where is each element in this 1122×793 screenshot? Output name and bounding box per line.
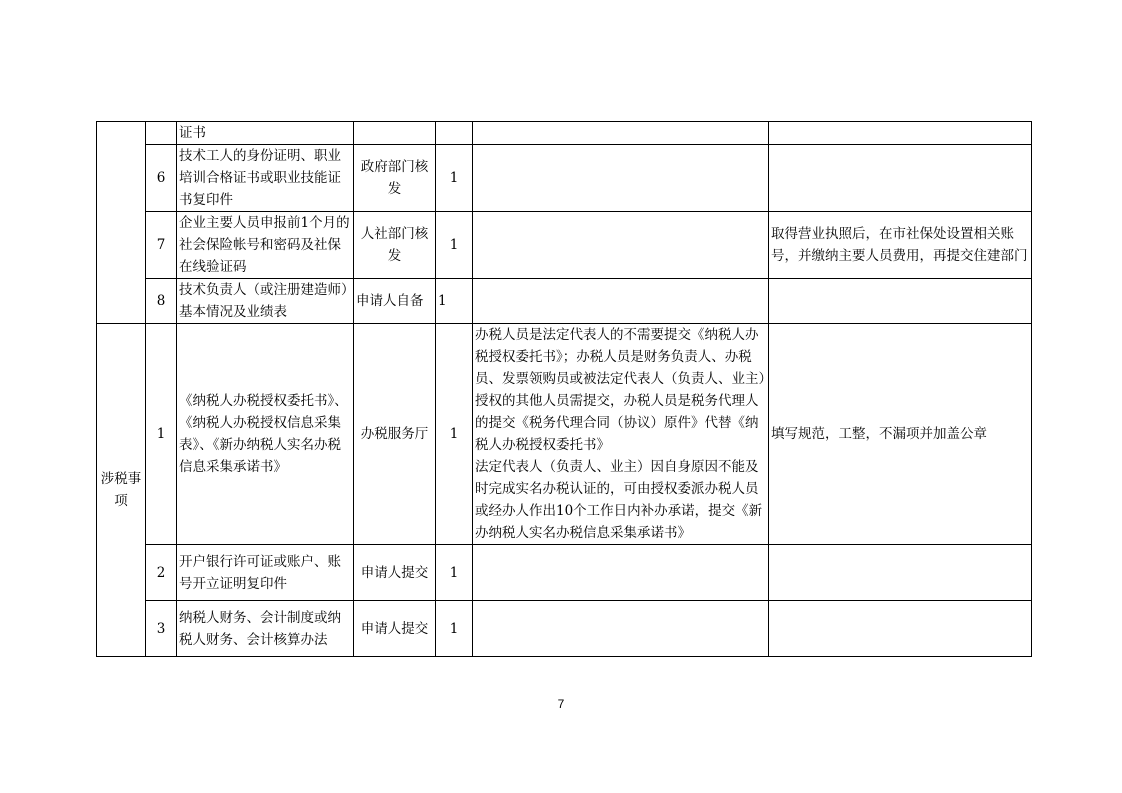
material-source: 人社部门核发 xyxy=(354,212,436,279)
note: 取得营业执照后，在市社保处设置相关账号，并缴纳主要人员费用，再提交住建部门 xyxy=(769,212,1032,279)
table-row xyxy=(97,324,1032,545)
copies: 1 xyxy=(436,601,473,657)
material-name: 证书 xyxy=(177,122,354,145)
table-row xyxy=(97,545,1032,601)
table-row xyxy=(97,122,1032,145)
material-name: 开户银行许可证或账户、账号开立证明复印件 xyxy=(177,545,354,601)
material-name: 《纳税人办税授权委托书》、《纳税人办税授权信息采集表》、《新办纳税人实名办税信息采集承诺书》 xyxy=(177,324,354,545)
material-name: 技术负责人（或注册建造师）基本情况及业绩表 xyxy=(177,279,354,324)
row-number: 8 xyxy=(146,279,177,324)
materials-table xyxy=(96,121,1032,657)
row-number: 6 xyxy=(146,145,177,212)
requirement xyxy=(473,145,769,212)
category-cell xyxy=(97,122,146,324)
table-row xyxy=(97,145,1032,212)
category-cell: 涉税事项 xyxy=(97,324,146,657)
copies: 1 xyxy=(436,145,473,212)
requirement xyxy=(473,279,769,324)
note: 填写规范，工整，不漏项并加盖公章 xyxy=(769,324,1032,545)
copies: 1 xyxy=(436,212,473,279)
requirement xyxy=(473,601,769,657)
row-number: 2 xyxy=(146,545,177,601)
note xyxy=(769,601,1032,657)
page-number: 7 xyxy=(557,697,565,711)
material-source xyxy=(354,122,436,145)
material-name: 纳税人财务、会计制度或纳税人财务、会计核算办法 xyxy=(177,601,354,657)
note xyxy=(769,145,1032,212)
material-source: 申请人自备 xyxy=(354,279,436,324)
requirement-paragraph: 办税人员是法定代表人的不需要提交《纳税人办税授权委托书》；办税人员是财务负责人、办税员、发票领购员或被法定代表人（负责人、业主）授权的其他人员需提交，办税人员是税务代理人的提交《税务代理合同（协议）原件》代替《纳税人办税授权委托书》 xyxy=(475,327,766,453)
row-number xyxy=(146,122,177,145)
material-name: 技术工人的身份证明、职业培训合格证书或职业技能证书复印件 xyxy=(177,145,354,212)
material-source: 申请人提交 xyxy=(354,601,436,657)
table-row xyxy=(97,601,1032,657)
requirement xyxy=(473,122,769,145)
material-name: 企业主要人员申报前1个月的社会保险帐号和密码及社保在线验证码 xyxy=(177,212,354,279)
copies: 1 xyxy=(436,324,473,545)
requirement xyxy=(473,212,769,279)
copies: 1 xyxy=(436,545,473,601)
material-source: 政府部门核发 xyxy=(354,145,436,212)
row-number: 1 xyxy=(146,324,177,545)
requirement xyxy=(473,545,769,601)
note xyxy=(769,279,1032,324)
row-number: 7 xyxy=(146,212,177,279)
material-source: 办税服务厅 xyxy=(354,324,436,545)
requirement-paragraph: 法定代表人（负责人、业主）因自身原因不能及时完成实名办税认证的，可由授权委派办税人员或经办人作出10个工作日内补办承诺，提交《新办纳税人实名办税信息采集承诺书》 xyxy=(475,459,763,541)
note xyxy=(769,122,1032,145)
row-number: 3 xyxy=(146,601,177,657)
table-row xyxy=(97,212,1032,279)
note xyxy=(769,545,1032,601)
copies: 1 xyxy=(436,279,473,324)
copies xyxy=(436,122,473,145)
material-source: 申请人提交 xyxy=(354,545,436,601)
table-row xyxy=(97,279,1032,324)
requirement xyxy=(473,324,769,545)
